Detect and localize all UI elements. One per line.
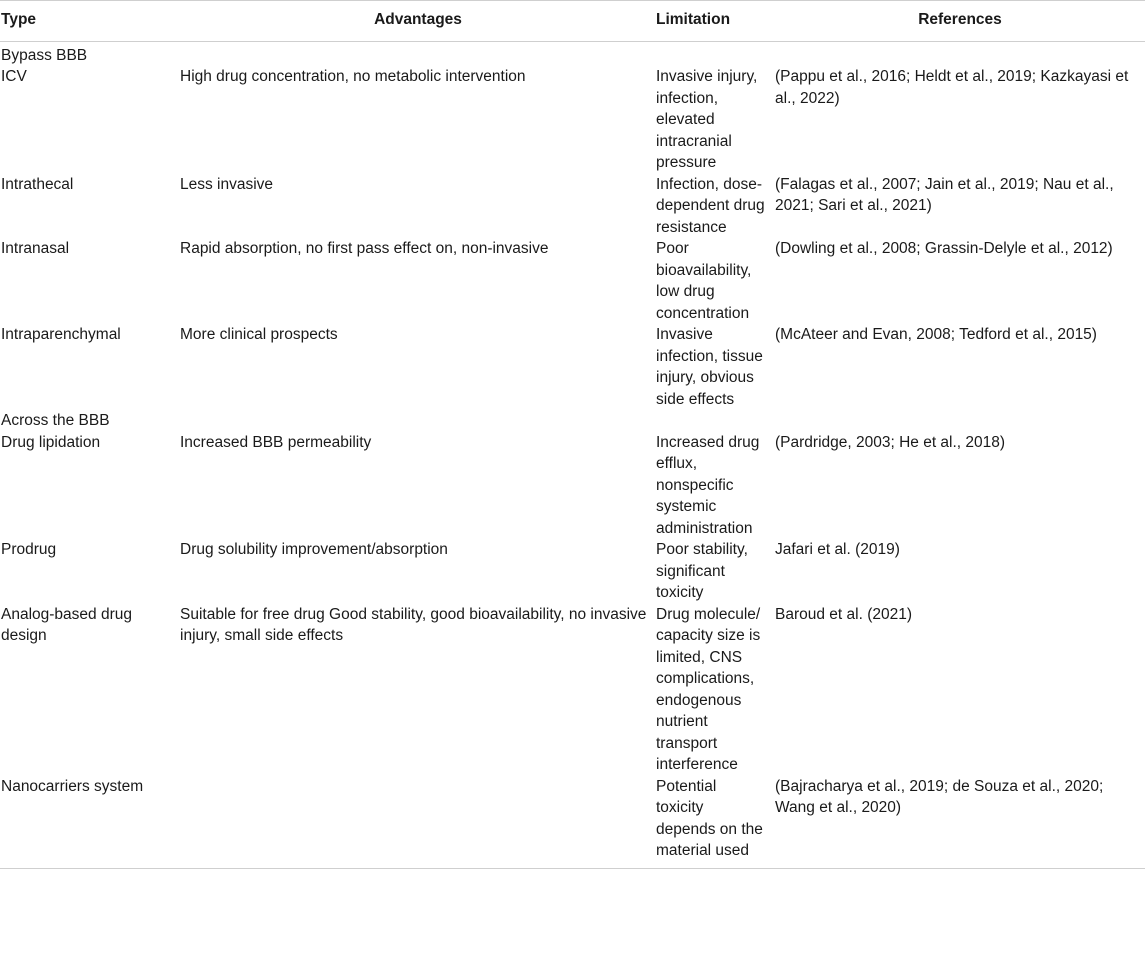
group-row-bypass (0, 41, 1145, 66)
cell-type: Intrathecal (1, 175, 74, 193)
cell-references: (Pardridge, 2003; He et al., 2018) (775, 433, 1006, 451)
cell-advantages: Less invasive (180, 175, 274, 193)
cell-limitation: Increased drug efflux, nonspecific systemic administration (656, 433, 760, 537)
table-row (0, 776, 1145, 869)
cell-references: Jafari et al. (2019) (775, 541, 900, 558)
cell-references: (Dowling et al., 2008; Grassin-Delyle et al., 2012) (775, 240, 1113, 257)
cell-advantages: Rapid absorption, no first pass effect on, non-invasive (180, 240, 549, 257)
header-references: References (775, 1, 1145, 42)
table-body (0, 41, 1145, 868)
cell-advantages: Suitable for free drug Good stability, good bioavailability, no invasive injury, small side effects (180, 605, 647, 644)
cell-advantages: High drug concentration, no metabolic intervention (180, 68, 526, 85)
cell-limitation: Drug molecule/ capacity size is limited, CNS complications, endogenous nutrient transport interference (656, 605, 761, 773)
cell-references: (Pappu et al., 2016; Heldt et al., 2019; Kazkayasi et al., 2022) (775, 68, 1129, 107)
table-row (0, 539, 1145, 604)
cell-type: Prodrug (1, 541, 57, 558)
cell-advantages (180, 776, 656, 869)
cell-type: Analog-based drug design (1, 605, 132, 644)
table-row (0, 324, 1145, 410)
cell-limitation: Potential toxicity depends on the material used (656, 776, 775, 869)
cell-type: Intranasal (1, 240, 70, 257)
table-row (0, 174, 1145, 239)
cell-limitation: Invasive infection, tissue injury, obvious side effects (656, 326, 763, 408)
cell-advantages: Increased BBB permeability (180, 433, 372, 451)
cell-references: (McAteer and Evan, 2008; Tedford et al., 2015) (775, 326, 1097, 343)
cell-type: ICV (1, 68, 27, 85)
cell-limitation: Poor bioavailability, low drug concentration (656, 240, 752, 322)
table-row (0, 604, 1145, 776)
table-header (0, 1, 1145, 42)
group-label: Across the BBB (1, 412, 110, 429)
cell-advantages: Drug solubility improvement/absorption (180, 541, 448, 558)
group-row-across (0, 410, 1145, 432)
cell-type: Drug lipidation (1, 433, 101, 451)
cell-type: Intraparenchymal (1, 326, 121, 343)
cell-references: (Falagas et al., 2007; Jain et al., 2019; Nau et al., 2021; Sari et al., 2021) (775, 175, 1114, 214)
cell-references: Baroud et al. (2021) (775, 605, 913, 623)
table-row (0, 238, 1145, 324)
header-type: Type (0, 1, 180, 42)
cell-references: (Bajracharya et al., 2019; de Souza et al., 2020; Wang et al., 2020) (775, 776, 1145, 869)
cell-type: Nanocarriers system (0, 776, 180, 869)
header-row (0, 1, 1145, 42)
header-limitation: Limitation (656, 1, 775, 42)
cell-limitation: Invasive injury, infection, elevated intracranial pressure (656, 68, 758, 171)
group-label: Bypass BBB (1, 46, 88, 64)
cell-limitation: Poor stability, significant toxicity (656, 541, 748, 601)
cell-limitation: Infection, dose-dependent drug resistance (656, 175, 765, 236)
cell-advantages: More clinical prospects (180, 326, 338, 343)
header-advantages: Advantages (180, 1, 656, 42)
table-row (0, 66, 1145, 174)
table-row (0, 432, 1145, 540)
